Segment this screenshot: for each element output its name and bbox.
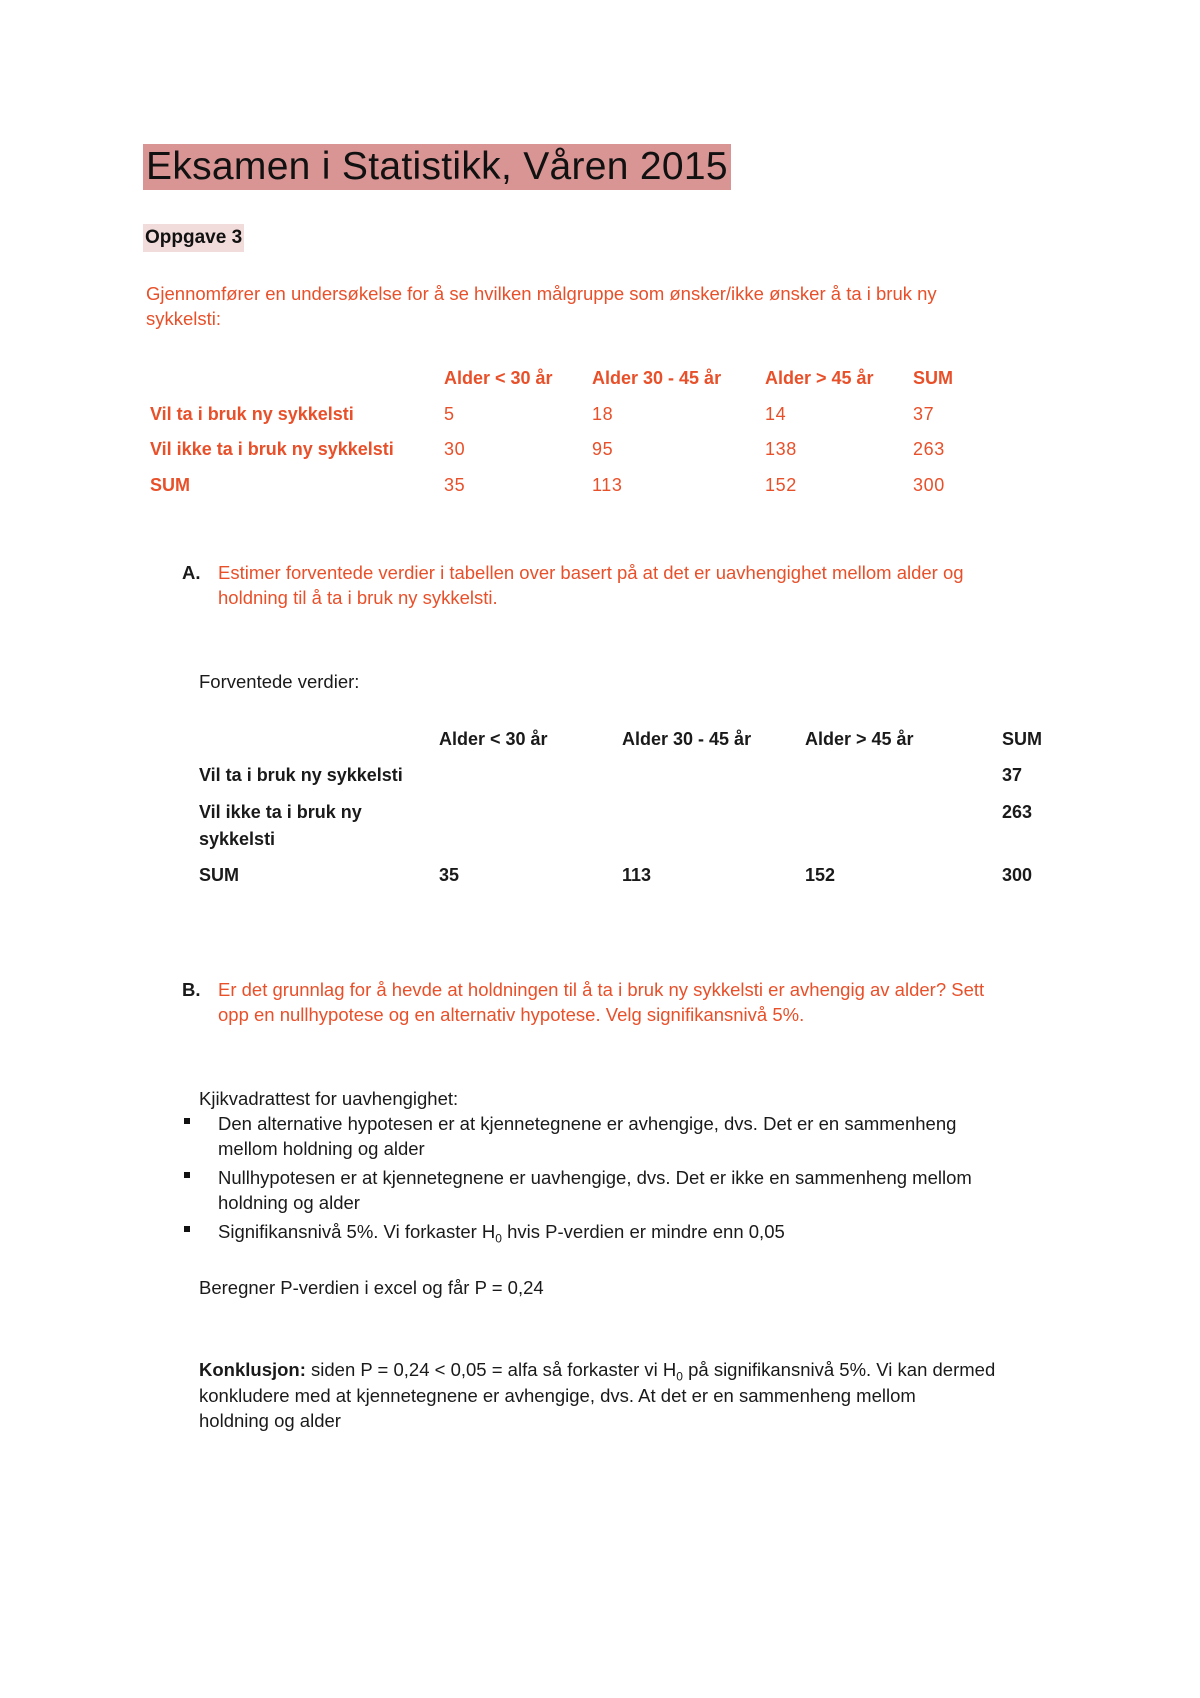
t1-header-age-30-45: Alder 30 - 45 år xyxy=(592,368,722,388)
t2-row-label: SUM xyxy=(199,865,239,885)
question-b-line-2: opp en nullhypotese og en alternativ hypotese. Velg signifikansnivå 5%. xyxy=(218,1004,805,1025)
t1-cell: 5 xyxy=(444,404,455,424)
question-a-line-2: holdning til å ta i bruk ny sykkelsti. xyxy=(218,587,498,608)
t1-row-label: Vil ikke ta i bruk ny sykkelsti xyxy=(150,439,394,459)
t2-cell: 37 xyxy=(1002,765,1023,785)
document-title: Eksamen i Statistikk, Våren 2015 xyxy=(143,144,731,190)
t1-cell: 300 xyxy=(913,475,945,495)
t1-header-age-over-45: Alder > 45 år xyxy=(765,368,874,388)
intro-line-1: Gjennomfører en undersøkelse for å se hvilken målgruppe som ønsker/ikke ønsker å ta i bruk ny xyxy=(146,283,937,304)
bullet-2-line-1: Nullhypotesen er at kjennetegnene er uavhengige, dvs. Det er ikke en sammenheng mellom xyxy=(218,1167,972,1188)
t1-row-label: SUM xyxy=(150,475,190,495)
bullet-square-icon xyxy=(184,1226,190,1232)
bullet-3: Signifikansnivå 5%. Vi forkaster $H_0$ hvis P-verdien er mindre enn 0,05 xyxy=(218,1221,785,1246)
conclusion-line-3: holdning og alder xyxy=(199,1410,341,1431)
t1-cell: 138 xyxy=(765,439,797,459)
t2-cell: 300 xyxy=(1002,865,1033,885)
question-a-marker: A. xyxy=(182,562,201,583)
t1-cell: 37 xyxy=(913,404,935,424)
intro-line-2: sykkelsti: xyxy=(146,308,222,329)
t1-header-sum: SUM xyxy=(913,368,953,388)
section-heading: Oppgave 3 xyxy=(143,224,244,252)
bullet-square-icon xyxy=(184,1172,190,1178)
conclusion-line-2: konkludere med at kjennetegnene er avhengige, dvs. At det er en sammenheng mellom xyxy=(199,1385,916,1406)
t1-header-age-under-30: Alder < 30 år xyxy=(444,368,553,388)
t2-header-age-30-45: Alder 30 - 45 år xyxy=(622,729,752,749)
t2-header-age-under-30: Alder < 30 år xyxy=(439,729,548,749)
p-value-text: Beregner P-verdien i excel og får P = 0,24 xyxy=(199,1277,544,1298)
t1-cell: 35 xyxy=(444,475,466,495)
t2-cell: 35 xyxy=(439,865,460,885)
bullet-1-line-1: Den alternative hypotesen er at kjennetegnene er avhengige, dvs. Det er en sammenheng xyxy=(218,1113,957,1134)
expected-values-label: Forventede verdier: xyxy=(199,671,360,692)
question-b-line-1: Er det grunnlag for å hevde at holdningen til å ta i bruk ny sykkelsti er avhengig av alder? Sett xyxy=(218,979,985,1000)
t2-row-label-cont: sykkelsti xyxy=(199,829,276,849)
t1-cell: 95 xyxy=(592,439,614,459)
t1-cell: 30 xyxy=(444,439,466,459)
question-b-marker: B. xyxy=(182,979,201,1000)
t1-row-label: Vil ta i bruk ny sykkelsti xyxy=(150,404,354,424)
chi-square-label: Kjikvadrattest for uavhengighet: xyxy=(199,1088,459,1109)
t1-cell: 263 xyxy=(913,439,945,459)
t2-row-label: Vil ikke ta i bruk ny xyxy=(199,802,362,822)
t2-header-sum: SUM xyxy=(1002,729,1042,749)
t1-cell: 152 xyxy=(765,475,797,495)
t2-cell: 152 xyxy=(805,865,836,885)
t2-cell: 113 xyxy=(622,865,652,885)
bullet-2-line-2: holdning og alder xyxy=(218,1192,360,1213)
t1-cell: 14 xyxy=(765,404,787,424)
bullet-1-line-2: mellom holdning og alder xyxy=(218,1138,425,1159)
t2-row-label: Vil ta i bruk ny sykkelsti xyxy=(199,765,403,785)
bullet-square-icon xyxy=(184,1118,190,1124)
conclusion-line-1: Konklusjon: siden P = 0,24 < 0,05 = alfa så forkaster vi $H_0$ på signifikansnivå 5%. Vi kan dermed xyxy=(199,1359,996,1384)
t2-header-age-over-45: Alder > 45 år xyxy=(805,729,914,749)
t1-cell: 18 xyxy=(592,404,614,424)
question-a-line-1: Estimer forventede verdier i tabellen over basert på at det er uavhengighet mellom alder og xyxy=(218,562,964,583)
t1-cell: 113 xyxy=(592,475,623,495)
t2-cell: 263 xyxy=(1002,802,1033,822)
